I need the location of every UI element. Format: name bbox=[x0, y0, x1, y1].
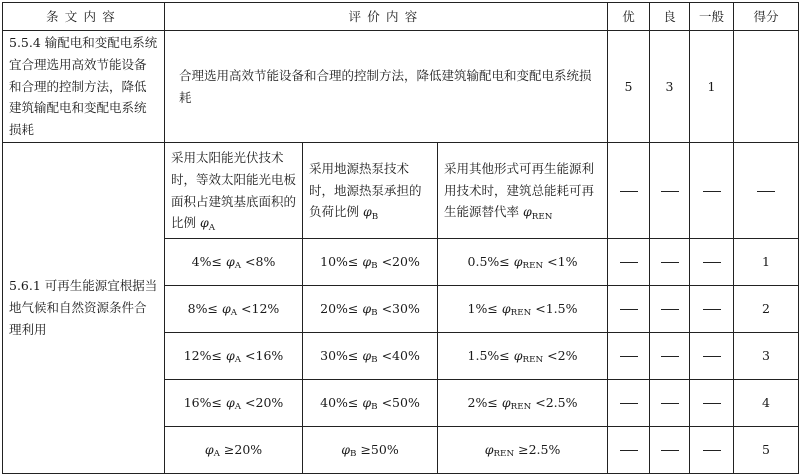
header-clause: 条文内容 bbox=[3, 3, 165, 31]
good-5-5-4: 3 bbox=[650, 31, 690, 143]
clause-5-5-4: 5.5.4 输配电和变配电系统宜合理选用高效节能设备和合理的控制方法，降低建筑输配电和变配电系统损耗 bbox=[3, 31, 165, 143]
header-excellent: 优 bbox=[608, 3, 650, 31]
dash-fair-1 bbox=[690, 239, 734, 286]
dash-mark bbox=[661, 309, 679, 310]
row-5-6-1-criteria bbox=[3, 143, 799, 239]
range-solar-4: 16%≤ φA <20% bbox=[165, 380, 303, 427]
dash-fair-4 bbox=[690, 380, 734, 427]
dash-mark bbox=[703, 309, 721, 310]
score-level-4: 4 bbox=[734, 380, 799, 427]
dash-mark bbox=[703, 356, 721, 357]
dash-mark bbox=[620, 356, 638, 357]
dash-excellent-3 bbox=[608, 333, 650, 380]
range-geo-2: 20%≤ φB <30% bbox=[303, 286, 438, 333]
dash-score-criteria bbox=[734, 143, 799, 239]
dash-good-2 bbox=[650, 286, 690, 333]
clause-5-6-1: 5.6.1 可再生能源宜根据当地气候和自然资源条件合理利用 bbox=[3, 143, 165, 474]
dash-mark bbox=[620, 262, 638, 263]
criteria-geothermal-text: 采用地源热泵技术时，地源热泵承担的负荷比例 bbox=[309, 160, 422, 220]
criteria-solar bbox=[165, 143, 303, 239]
criteria-solar-text: 采用太阳能光伏技术时，等效太阳能光电板面积占建筑基底面积的比例 bbox=[171, 149, 297, 231]
dash-good-criteria bbox=[650, 143, 690, 239]
range-other-1: 0.5%≤ φREN <1% bbox=[438, 239, 608, 286]
range-solar-5: φA ≥20% bbox=[165, 427, 303, 474]
dash-mark bbox=[703, 191, 721, 192]
header-row bbox=[3, 3, 799, 31]
dash-fair-criteria bbox=[690, 143, 734, 239]
score-5-5-4 bbox=[734, 31, 799, 143]
dash-mark bbox=[661, 450, 679, 451]
dash-mark bbox=[703, 262, 721, 263]
range-solar-1: 4%≤ φA <8% bbox=[165, 239, 303, 286]
phi-a-symbol: φ bbox=[200, 215, 209, 231]
phi-ren-symbol: φ bbox=[523, 204, 532, 220]
range-other-4: 2%≤ φREN <2.5% bbox=[438, 380, 608, 427]
content-5-5-4: 合理选用高效节能设备和合理的控制方法，降低建筑输配电和变配电系统损耗 bbox=[165, 31, 608, 143]
dash-mark bbox=[703, 403, 721, 404]
phi-ren-subscript: REN bbox=[531, 211, 553, 222]
range-geo-1: 10%≤ φB <20% bbox=[303, 239, 438, 286]
dash-excellent-5 bbox=[608, 427, 650, 474]
fair-5-5-4: 1 bbox=[690, 31, 734, 143]
range-geo-4: 40%≤ φB <50% bbox=[303, 380, 438, 427]
dash-fair-3 bbox=[690, 333, 734, 380]
dash-good-4 bbox=[650, 380, 690, 427]
score-level-3: 3 bbox=[734, 333, 799, 380]
dash-mark bbox=[661, 403, 679, 404]
phi-b-symbol: φ bbox=[363, 204, 372, 220]
dash-mark bbox=[661, 262, 679, 263]
dash-mark bbox=[703, 450, 721, 451]
score-level-5: 5 bbox=[734, 427, 799, 474]
dash-fair-2 bbox=[690, 286, 734, 333]
score-level-1: 1 bbox=[734, 239, 799, 286]
dash-excellent-1 bbox=[608, 239, 650, 286]
header-content: 评价内容 bbox=[165, 3, 608, 31]
phi-b-subscript: B bbox=[371, 211, 379, 222]
dash-mark bbox=[620, 191, 638, 192]
dash-mark bbox=[661, 356, 679, 357]
dash-fair-5 bbox=[690, 427, 734, 474]
phi-a-subscript: A bbox=[208, 222, 216, 233]
range-solar-3: 12%≤ φA <16% bbox=[165, 333, 303, 380]
evaluation-table bbox=[2, 2, 799, 474]
dash-mark bbox=[661, 191, 679, 192]
range-solar-2: 8%≤ φA <12% bbox=[165, 286, 303, 333]
range-other-3: 1.5%≤ φREN <2% bbox=[438, 333, 608, 380]
header-score: 得分 bbox=[734, 3, 799, 31]
criteria-other bbox=[438, 143, 608, 239]
header-fair: 一般 bbox=[690, 3, 734, 31]
row-5-5-4 bbox=[3, 31, 799, 143]
dash-good-1 bbox=[650, 239, 690, 286]
dash-good-5 bbox=[650, 427, 690, 474]
dash-excellent-2 bbox=[608, 286, 650, 333]
range-geo-3: 30%≤ φB <40% bbox=[303, 333, 438, 380]
dash-mark bbox=[620, 309, 638, 310]
score-level-2: 2 bbox=[734, 286, 799, 333]
excellent-5-5-4: 5 bbox=[608, 31, 650, 143]
dash-excellent-criteria bbox=[608, 143, 650, 239]
range-geo-5: φB ≥50% bbox=[303, 427, 438, 474]
range-other-5: φREN ≥2.5% bbox=[438, 427, 608, 474]
header-good: 良 bbox=[650, 3, 690, 31]
dash-mark bbox=[757, 191, 775, 192]
criteria-other-text: 采用其他形式可再生能源利用技术时，建筑总能耗可再生能源替代率 bbox=[444, 160, 595, 220]
dash-excellent-4 bbox=[608, 380, 650, 427]
criteria-geothermal bbox=[303, 143, 438, 239]
dash-good-3 bbox=[650, 333, 690, 380]
dash-mark bbox=[620, 403, 638, 404]
range-other-2: 1%≤ φREN <1.5% bbox=[438, 286, 608, 333]
dash-mark bbox=[620, 450, 638, 451]
